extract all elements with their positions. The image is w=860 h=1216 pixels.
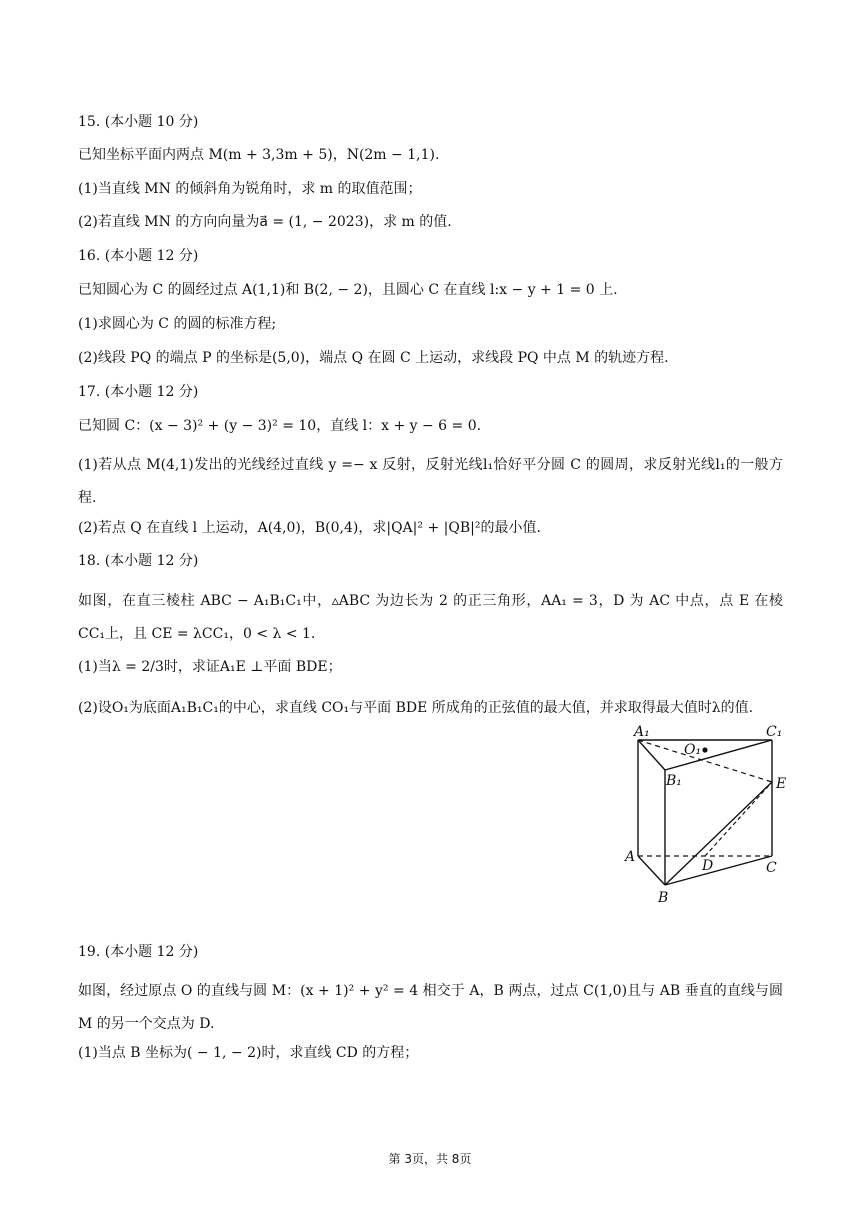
- fig-label-a: A: [625, 849, 636, 865]
- q15-part1: (1)当直线 MN 的倾斜角为锐角时，求 m 的取值范围；: [78, 181, 422, 197]
- q18-stem: 如图，在直三棱柱 ABC − A₁B₁C₁中，▵ABC 为边长为 2 的正三角形，AA₁ = 3，D 为 AC 中点，点 E 在棱 CC₁上，且 CE = λCC₁，0 < λ < 1.: [78, 593, 783, 642]
- q16-heading: 16. (本小题 12 分): [78, 248, 199, 264]
- fig-label-o1: O₁: [684, 742, 702, 758]
- fig-label-e: E: [776, 776, 787, 792]
- fig-label-b1: B₁: [666, 773, 682, 789]
- q16-stem: 已知圆心为 C 的圆经过点 A(1,1)和 B(2, − 2)，且圆心 C 在直线 l:x − y + 1 = 0 上.: [78, 282, 618, 298]
- q17-stem: 已知圆 C：(x − 3)² + (y − 3)² = 10，直线 l：x + y − 6 = 0.: [78, 418, 482, 434]
- q19-part1: (1)当点 B 坐标为( − 1, − 2)时，求直线 CD 的方程；: [78, 1045, 419, 1061]
- fig-label-c1: C₁: [766, 724, 783, 740]
- fig-label-c: C: [766, 860, 777, 876]
- q15-stem: 已知坐标平面内两点 M(m + 3,3m + 5)，N(2m − 1,1).: [78, 147, 440, 163]
- fig-label-a1: A₁: [634, 724, 650, 740]
- q15-heading: 15. (本小题 10 分): [78, 114, 199, 130]
- fig-label-b: B: [658, 890, 669, 906]
- prism-figure: [620, 718, 800, 908]
- q19-heading: 19. (本小题 12 分): [78, 944, 199, 960]
- page-footer: 第 3页，共 8页: [388, 1152, 472, 1166]
- q18-part2: (2)设O₁为底面A₁B₁C₁的中心，求直线 CO₁与平面 BDE 所成角的正弦值的最大值，并求取得最大值时λ的值.: [78, 700, 754, 716]
- q16-part1: (1)求圆心为 C 的圆的标准方程;: [78, 316, 277, 332]
- q17-part1: (1)若从点 M(4,1)发出的光线经过直线 y =− x 反射，反射光线l₁恰好平分圆 C 的圆周，求反射光线l₁的一般方程.: [78, 457, 783, 506]
- q17-heading: 17. (本小题 12 分): [78, 384, 199, 400]
- q17-part2: (2)若点 Q 在直线 l 上运动，A(4,0)，B(0,4)，求|QA|² + |QB|²的最小值.: [78, 520, 541, 536]
- q18-heading: 18. (本小题 12 分): [78, 553, 199, 569]
- q19-stem: 如图，经过原点 O 的直线与圆 M：(x + 1)² + y² = 4 相交于 A，B 两点，过点 C(1,0)且与 AB 垂直的直线与圆 M 的另一个交点为 D.: [78, 983, 783, 1032]
- fig-label-d: D: [702, 858, 714, 874]
- q15-part2: (2)若直线 MN 的方向向量为a⃗ = (1, − 2023)，求 m 的值.: [78, 214, 452, 230]
- q18-part1: (1)当λ = 2/3时，求证A₁E ⊥平面 BDE；: [78, 659, 342, 675]
- q16-part2: (2)线段 PQ 的端点 P 的坐标是(5,0)，端点 Q 在圆 C 上运动，求线段 PQ 中点 M 的轨迹方程.: [78, 350, 669, 366]
